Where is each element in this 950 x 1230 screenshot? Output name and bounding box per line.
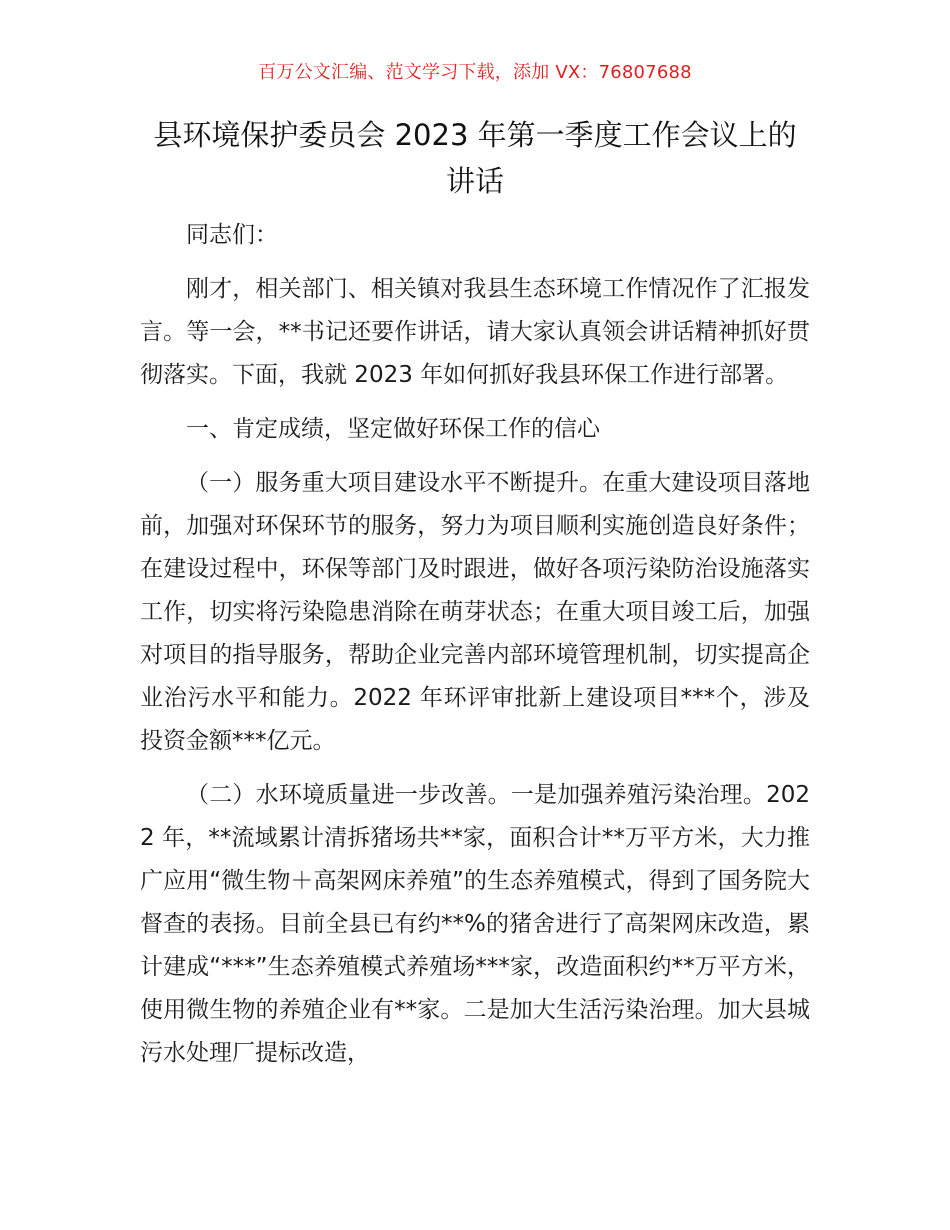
paragraph-project-service: （一）服务重大项目建设水平不断提升。在重大建设项目落地前，加强对环保环节的服务，努力为项目顺利实施创造良好条件；在建设过程中，环保等部门及时跟进，做好各项污染防治设施落实工作，切实将污染隐患消除在萌芽状态；在重大项目竣工后，加强对项目的指导服务，帮助企业完善内部环境管理机制，切实提高企业治污水平和能力。2022 年环评审批新上建设项目***个，涉及投资金额***亿元。 <box>140 470 810 754</box>
section-heading-1: 一、肯定成绩，坚定做好环保工作的信心 <box>186 416 600 442</box>
paragraph-water-environment: （二）水环境质量进一步改善。一是加强养殖污染治理。2022 年，**流域累计清拆猪场共**家，面积合计**万平方米，大力推广应用“微生物＋高架网床养殖”的生态养殖模式，得到了国务院大督查的表扬。目前全县已有约**%的猪舍进行了高架网床改造，累计建成“***”生态养殖模式养殖场***家，改造面积约**万平方米，使用微生物的养殖企业有**家。二是加大生活污染治理。加大县城污水处理厂提标改造， <box>140 782 810 1066</box>
document-title: 县环境保护委员会 2023 年第一季度工作会议上的讲话 <box>153 118 797 198</box>
header-contact-note: 百万公文汇编、范文学习下载，添加 VX：76807688 <box>258 62 692 83</box>
document-body <box>140 214 810 1075</box>
paragraph-intro: 刚才，相关部门、相关镇对我县生态环境工作情况作了汇报发言。等一会，**书记还要作讲话，请大家认真领会讲话精神抓好贯彻落实。下面，我就 2023 年如何抓好我县环保工作进行部署。 <box>140 276 810 388</box>
salutation: 同志们： <box>186 222 278 248</box>
